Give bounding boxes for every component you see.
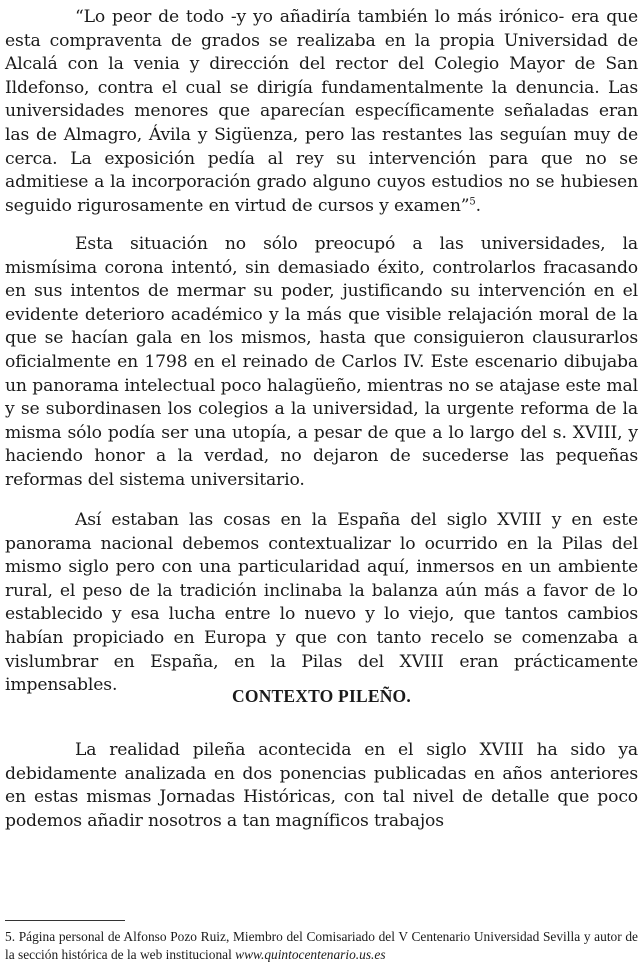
document-page (5, 0, 638, 979)
section-heading: CONTEXTO PILEÑO. (232, 686, 411, 706)
paragraph-3: Así estaban las cosas en la España del siglo XVIII y en este panorama nacional debemos contextualizar lo ocurrido en la Pilas del mismo siglo pero con una particularidad aquí, inmersos en un ambiente rural, el peso de la tradición inclinaba la balanza aún más a favor de lo establecido y esa lucha entre lo nuevo y lo viejo, que tantos cambios habían propiciado en Europa y que con tanto recelo se comenzaba a vislumbrar en España, en la Pilas del XVIII eran prácticamente impensables. (5, 510, 638, 696)
footnote-text: 5. Página personal de Alfonso Pozo Ruiz, Miembro del Comisariado del V Centenario Universidad Sevilla y autor de la sección histórica de la web institucional (5, 929, 638, 962)
paragraph-4: La realidad pileña acontecida en el siglo XVIII ha sido ya debidamente analizada en dos ponencias publicadas en años anteriores en estas mismas Jornadas Históricas, con tal nivel de detalle que poco podemos añadir nosotros a tan magníficos trabajos (5, 740, 638, 831)
paragraph-2: Esta situación no sólo preocupó a las universidades, la mismísima corona intentó, sin demasiado éxito, controlarlos fracasando en sus intentos de mermar su poder, justificando su intervención en el evidente deterioro académico y la más que visible relajación moral de la que se hacían gala en los mismos, hasta que consiguieron clausurarlos oficialmente en 1798 en el reinado de Carlos IV. Este escenario dibujaba un panorama intelectual poco halagüeño, mientras no se atajase este mal y se subordinasen los colegios a la universidad, la urgente reforma de la misma sólo podía ser una utopía, a pesar de que a lo largo del s. XVIII, y haciendo honor a la verdad, no dejaron de sucederse las pequeñas reformas del sistema universitario. (5, 234, 638, 490)
footnote-divider (5, 920, 125, 921)
paragraph-1-end: . (475, 195, 481, 216)
footnote (5, 928, 638, 964)
footnote-reference[interactable]: 5 (469, 196, 476, 208)
footnote-url[interactable]: www.quintocentenario.us.es (235, 947, 386, 962)
paragraph-1 (5, 6, 638, 218)
paragraph-1-text: “Lo peor de todo -y yo añadiría también lo más irónico- era que esta compraventa de grados se realizaba en la propia Universidad de Alcalá con la venia y dirección del rector del Colegio Mayor de San Ildefonso, contra el cual se dirigía fundamentalmente la denuncia. Las universidades menores que aparecían específicamente señaladas eran las de Almagro, Ávila y Sigüenza, pero las restantes las seguían muy de cerca. La exposición pedía al rey su intervención para que no se admitiese a la incorporación grado alguno cuyos estudios no se hubiesen seguido rigurosamente en virtud de cursos y examen” (5, 7, 638, 216)
